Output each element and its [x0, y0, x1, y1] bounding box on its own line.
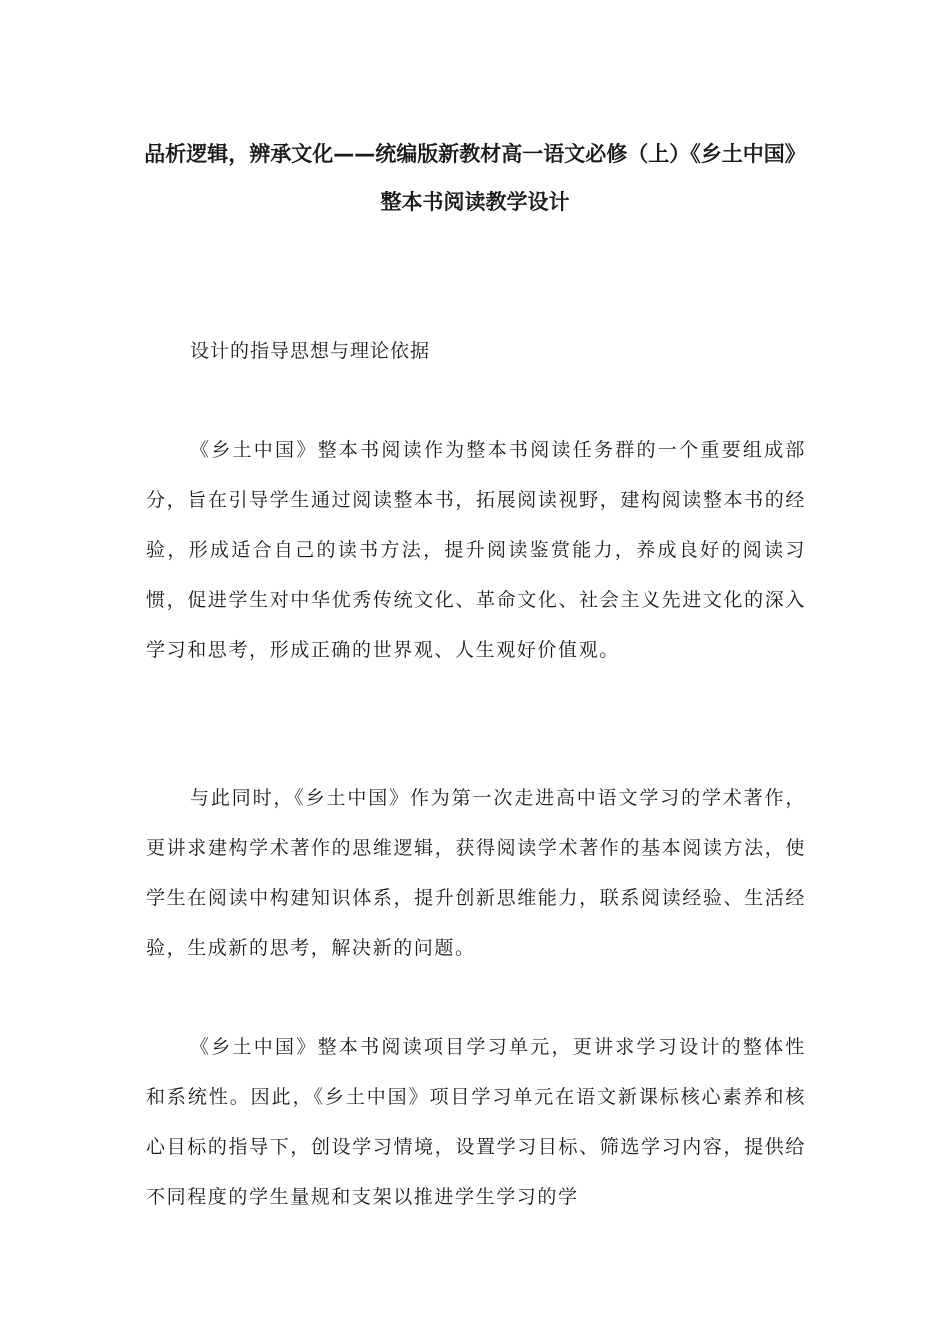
section-heading: 设计的指导思想与理论依据: [190, 340, 431, 362]
paragraph-1: 《乡土中国》整本书阅读作为整本书阅读任务群的一个重要组成部分，旨在引导学生通过阅读整本书，拓展阅读视野，建构阅读整本书的经验，形成适合自己的读书方法，提升阅读鉴赏能力，养成良好的阅读习惯，促进学生对中华优秀传统文化、革命文化、社会主义先进文化的深入学习和思考，形成正确的世界观、人生观好价值观。: [146, 439, 806, 661]
document-title: 品析逻辑，辨承文化——统编版新教材高一语文必修（上）《乡土中国》整本书阅读教学设计: [144, 142, 806, 214]
paragraph-3: 《乡土中国》整本书阅读项目学习单元，更讲求学习设计的整体性和系统性。因此，《乡土中国》项目学习单元在语文新课标核心素养和核心目标的指导下，创设学习情境，设置学习目标、筛选学习内容，提供给不同程度的学生量规和支架以推进学生学习的学: [146, 1036, 806, 1208]
paragraph-2: 与此同时，《乡土中国》作为第一次走进高中语文学习的学术著作，更讲求建构学术著作的思维逻辑，获得阅读学术著作的基本阅读方法，使学生在阅读中构建知识体系，提升创新思维能力，联系阅读经验、生活经验，生成新的思考，解决新的问题。: [146, 787, 806, 959]
